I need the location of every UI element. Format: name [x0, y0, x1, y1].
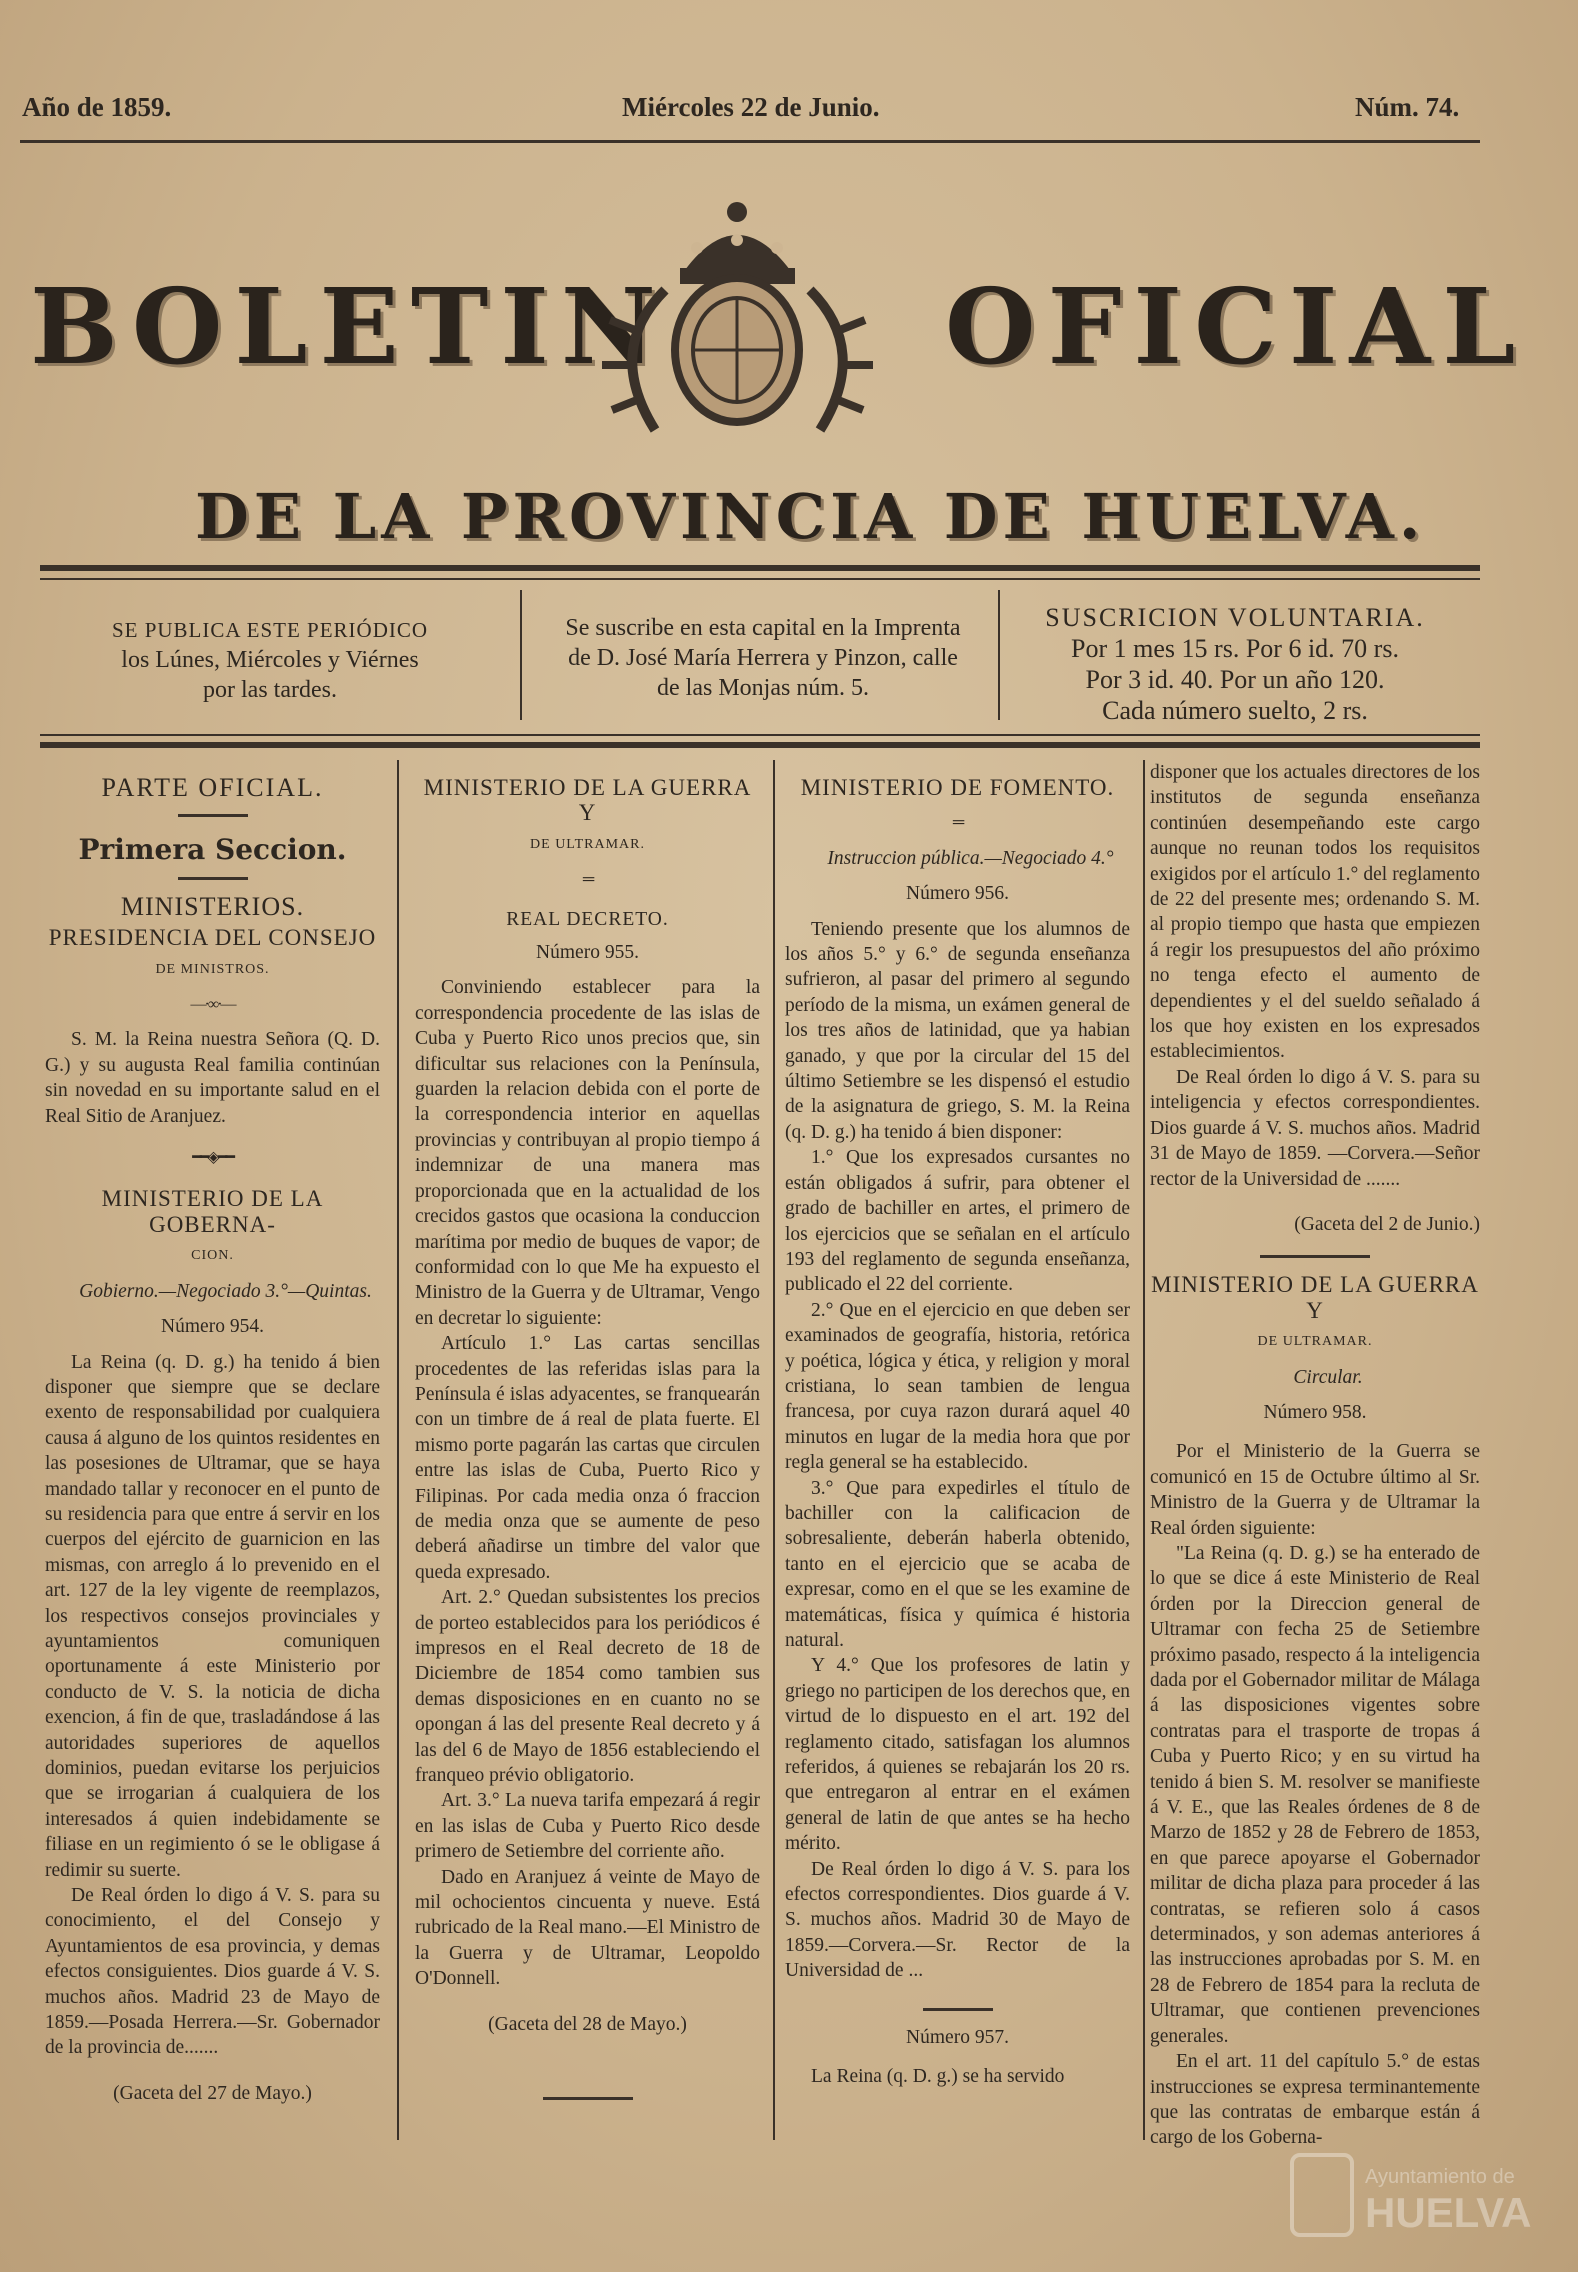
paragraph-957-start: La Reina (q. D. g.) se ha servido — [811, 2066, 1065, 2088]
heading-ministerio-guerra: MINISTERIO DE LA GUERRA Y — [423, 775, 752, 826]
heading-ministerio-fomento: MINISTERIO DE FOMENTO. — [800, 775, 1115, 800]
ornament-divider: ━━◈━━ — [192, 1149, 233, 1167]
paragraph-958-intro: Por el Ministerio de la Guerra se comunicó en 15 de Octubre último al Sr. Ministro de la Guerra y de Ultramar la Real órden siguiente: — [1150, 1441, 1480, 1539]
royal-crest-icon — [565, 190, 910, 450]
numero-954: Número 954. — [161, 1316, 264, 1338]
masthead-title-left: BOLETIN — [30, 265, 668, 388]
section-parte-oficial: PARTE OFICIAL. — [101, 773, 324, 802]
paragraph-956-closing: De Real órden lo digo á V. S. para los efectos correspondientes. Dios guarde á V. S. muchos años. Madrid 30 de Mayo de 1859.—Corvera.—Sr. Rector de la Universidad de ... — [785, 1858, 1130, 1982]
subheading-instruccion: Instruccion pública.—Negociado 4.° — [827, 847, 1114, 869]
schedule-line-3: por las tardes. — [203, 677, 337, 703]
paragraph-957-closing: De Real órden lo digo á V. S. para su inteligencia y efectos correspondientes. Dios guarde á V. S. muchos años. Madrid 31 de Mayo de 1859. —Corvera.—Señor rector de la Universidad de ....... — [1150, 1066, 1480, 1190]
header-rule — [20, 140, 1480, 143]
paragraph-958-art11: En el art. 11 del capítulo 5.° de estas instrucciones se expresa terminantemente que las contratas de embarque están á cargo de los Goberna- — [1150, 2051, 1480, 2149]
column-3 — [785, 765, 1130, 2090]
schedule-line-1: SE PUBLICA ESTE PERIÓDICO — [111, 618, 429, 642]
svg-text:HUELVA: HUELVA — [1365, 2189, 1532, 2236]
location-line-3: de las Monjas núm. 5. — [657, 675, 869, 701]
location-line-2: de D. José María Herrera y Pinzon, calle — [568, 645, 958, 671]
numero-956: Número 956. — [906, 883, 1009, 905]
band-bottom-rule-thin — [40, 734, 1480, 736]
column-1 — [45, 765, 380, 2106]
numero-957: Número 957. — [906, 2026, 1009, 2048]
heading-ministerio-guerra-2-sub: DE ULTRAMAR. — [1257, 1334, 1373, 1350]
heading-gobernacion: MINISTERIO DE LA GOBERNA- — [101, 1186, 324, 1237]
schedule-line-2: los Lúnes, Miércoles y Viérnes — [121, 647, 419, 673]
section-primera: Primera Seccion. — [78, 833, 347, 867]
column-2 — [415, 765, 760, 2114]
prices-line-3: Cada número suelto, 2 rs. — [1102, 696, 1368, 725]
paragraph-956-2: 2.° Que en el ejercicio en que deben ser examinados de geografía, historia, retórica y poética, lógica y ética, y religion y moral cristiana, lo sean tambien de lengua francesa, por cuya razon durará aquel 40 minutos en lugar de la media hora que por regla general se ha establecido. — [785, 1299, 1130, 1474]
paragraph-reina-salud: S. M. la Reina nuestra Señora (Q. D. G.) y su augusta Real familia continúan sin novedad en su importante salud en el Real Sitio de Aranjuez. — [45, 1029, 380, 1127]
numero-955: Número 955. — [536, 942, 639, 964]
column-4 — [1150, 760, 1480, 2151]
band-top-rule — [40, 565, 1480, 571]
column-divider-1 — [397, 760, 399, 2140]
heading-presidencia: PRESIDENCIA DEL CONSEJO — [48, 925, 377, 951]
masthead-title-right: OFICIAL — [945, 265, 1528, 388]
band-divider-1 — [520, 590, 522, 720]
band-divider-2 — [998, 590, 1000, 720]
band-bottom-rule — [40, 742, 1480, 748]
subheading-circular: Circular. — [1293, 1366, 1363, 1388]
paragraph-955-art3: Art. 3.° La nueva tarifa empezará á regir en las islas de Cuba y Puerto Rico desde primero de Setiembre del corriente año. — [415, 1790, 760, 1863]
heading-ministerio-guerra-2: MINISTERIO DE LA GUERRA Y — [1151, 1272, 1479, 1323]
heading-gobernacion-sub: CION. — [191, 1248, 234, 1264]
publication-schedule — [55, 615, 485, 705]
subheading-quintas: Gobierno.—Negociado 3.°—Quintas. — [79, 1280, 372, 1302]
paragraph-954: La Reina (q. D. g.) ha tenido á bien disponer que siempre que se declare exento de responsabilidad por cualquiera causa á alguno de los quintos residentes en las posesiones de Ultramar, que se haya mandado tallar y reconocer en el punto de su residencia para que entre á servir en los cuerpos del ejército de guarnicion en las mismas, con arreglo á lo prevenido en el art. 127 de la ley vigente de reemplazos, los respectivos consejos provinciales y ayuntamientos comuniquen oportunamente á este Ministerio por conducto de V. S. la noticia de dicha exencion, á fin de que, trasladándose á las autoridades superiores de aquellos dominios, puedan evitarse los perjuicios que se irrogarian á cualquiera de los interesados á quien indebidamente se filiase en un regimiento ó se le obligase á redimir su suerte. — [45, 1351, 380, 1881]
subscription-prices — [1010, 602, 1460, 726]
location-line-1: Se suscribe en esta capital en la Imprenta — [565, 615, 961, 641]
column-divider-3 — [1143, 760, 1145, 2140]
heading-presidencia-sub: DE MINISTROS. — [155, 961, 270, 977]
prices-line-1: Por 1 mes 15 rs. Por 6 id. 70 rs. — [1071, 634, 1399, 663]
gaceta-28-mayo: (Gaceta del 28 de Mayo.) — [488, 2013, 687, 2035]
paragraph-955-art1: Artículo 1.° Las cartas sencillas procedentes de las referidas islas para la Península é islas adyacentes, se franquearán con un timbre de á real de plata fuerte. El mismo porte pagarán las cartas que circulen entre las islas de Cuba, Puerto Rico y Filipinas. Por cada media onza ó fraccion de media onza que se aumente de peso deberá añadirse un timbre del valor que queda expresado. — [415, 1333, 760, 1583]
year-label: Año de 1859. — [22, 92, 172, 122]
svg-text:Ayuntamiento de: Ayuntamiento de — [1365, 2166, 1515, 2188]
gaceta-2-junio: (Gaceta del 2 de Junio.) — [1294, 1213, 1480, 1235]
paragraph-958-quote: "La Reina (q. D. g.) se ha enterado de lo que se dice á este Ministerio de Real órden por la Direccion general de Ultramar con fecha 25 de Setiembre próximo pasado, respecto á la inteligencia dada por el Gobernador militar de Málaga á las disposiciones vigentes sobre contratas para el trasporte de tropas á Cuba y Puerto Rico; y en su virtud ha tenido á bien S. M. resolver se manifieste á V. E., que las Reales órdenes de 8 de Marzo de 1852 y 28 de Febrero de 1853, en que parece apoyarse el Gobernador militar de dicha plaza para proceder á las contratas, se refieren solo á casos determinados, y son ademas anteriores á las instrucciones aprobadas por S. M. en 28 de Febrero de 1854 para la recluta de Ultramar, que contienen prevenciones generales. — [1150, 1542, 1480, 2047]
band-top-rule-thin — [40, 578, 1480, 580]
real-decreto-heading: REAL DECRETO. — [506, 908, 669, 930]
ornament-divider: —·∞·— — [190, 996, 235, 1014]
issue-number: Núm. 74. — [1355, 92, 1460, 122]
ornament-double-rule: ═ — [952, 814, 963, 832]
paragraph-957-cont: disponer que los actuales directores de los institutos de segunda enseñanza continúen desempeñando este cargo aunque no reunan todos los requisitos exigidos por el artículo 1.° del reglamento de 22 del presente mes; ordenando S. M. al propio tiempo que hasta que empiezen á regir los presupuestos del año próximo no tenga efecto el aumento de dependientes y el del sueldo señalado á los que hoy existen en los expresados establecimientos. — [1150, 762, 1480, 1063]
paragraph-955-art2: Art. 2.° Quedan subsistentes los precios de porteo establecidos para los periódicos é impresos en el Real decreto de 18 de Diciembre de 1854 como tambien sus demas disposiciones en en cuanto no se opongan á las del presente Real decreto y á las del 6 de Mayo de 1856 estableciendo el franqueo prévio obligatorio. — [415, 1587, 760, 1787]
paragraph-954-closing: De Real órden lo digo á V. S. para su conocimiento, el del Consejo y Ayuntamientos de esa provincia, y demas efectos consiguientes. Dios guarde á V. S. muchos años. Madrid 23 de Mayo de 1859.—Posada Herrera.—Sr. Gobernador de la provincia de....... — [45, 1885, 380, 2059]
paragraph-956-1: 1.° Que los expresados cursantes no están obligados á sufrir, para obtener el grado de bachiller en artes, el primero de los ejercicios que se señalan en el artículo 193 del reglamento de segunda enseñanza, publicado el 22 del corriente. — [785, 1147, 1130, 1296]
subscription-location — [528, 613, 998, 703]
heading-ministerio-guerra-sub: DE ULTRAMAR. — [530, 836, 645, 852]
column-divider-2 — [773, 760, 775, 2140]
paragraph-955-dado: Dado en Aranjuez á veinte de Mayo de mil ochocientos cincuenta y nueve. Está rubricado de la Real mano.—El Ministro de la Guerra y de Ultramar, Leopoldo O'Donnell. — [415, 1866, 760, 1990]
heading-ministerios: MINISTERIOS. — [120, 891, 305, 921]
masthead-subtitle: DE LA PROVINCIA DE HUELVA. — [195, 480, 1426, 553]
paragraph-956-intro: Teniendo presente que los alumnos de los años 5.° y 6.° de segunda enseñanza sufrieron, al pasar del primero al segundo período de la misma, un exámen general de los tres años de latinidad, que ya habian ganado, y que por la circular del 15 del último Setiembre se les dispensó el estudio de la asignatura de griego, S. M. la Reina (q. D. g.) ha tenido á bien disponer: — [785, 918, 1130, 1143]
ayuntamiento-huelva-watermark — [1290, 2145, 1532, 2240]
paragraph-955-intro: Conviniendo establecer para la correspondencia procedente de las islas de Cuba y Puerto Rico unos precios que, sin dificultar sus relaciones con la Península, guarden la relacion debida con el porte de la correspondencia interior en aquellas provincias y contribuyan al propio tiempo á indemnizar de una manera mas proporcionada que en la actualidad de los crecidos gastos que ocasiona la conduccion marítima por medio de buques de vapor; de conformidad con lo que Me ha expuesto el Ministro de la Guerra y de Ultramar, Vengo en decretar lo siguiente: — [415, 977, 760, 1329]
date-label: Miércoles 22 de Junio. — [622, 92, 880, 122]
numero-958: Número 958. — [1263, 1401, 1367, 1423]
paragraph-956-3: 3.° Que para expedirles el título de bachiller con la calificacion de sobresaliente, deberán haberla obtenido, tanto en el ejercicio que se acaba de expresar, como en el que se les examine de matemáticas, física y química é historia natural. — [785, 1477, 1130, 1651]
paragraph-956-4: Y 4.° Que los profesores de latin y griego no participen de los derechos que, en virtud de lo dispuesto en el art. 192 del reglamento citado, satisfagan los alumnos referidos, á quienes se rebajarán los 20 rs. que entregaron al entrar en el exámen general de latin de que antes se ha hecho mérito. — [785, 1655, 1130, 1855]
prices-line-2: Por 3 id. 40. Por un año 120. — [1085, 665, 1385, 694]
gaceta-27-mayo: (Gaceta del 27 de Mayo.) — [113, 2082, 312, 2104]
prices-heading: SUSCRICION VOLUNTARIA. — [1045, 603, 1425, 632]
ornament-double-rule: ═ — [582, 871, 593, 889]
